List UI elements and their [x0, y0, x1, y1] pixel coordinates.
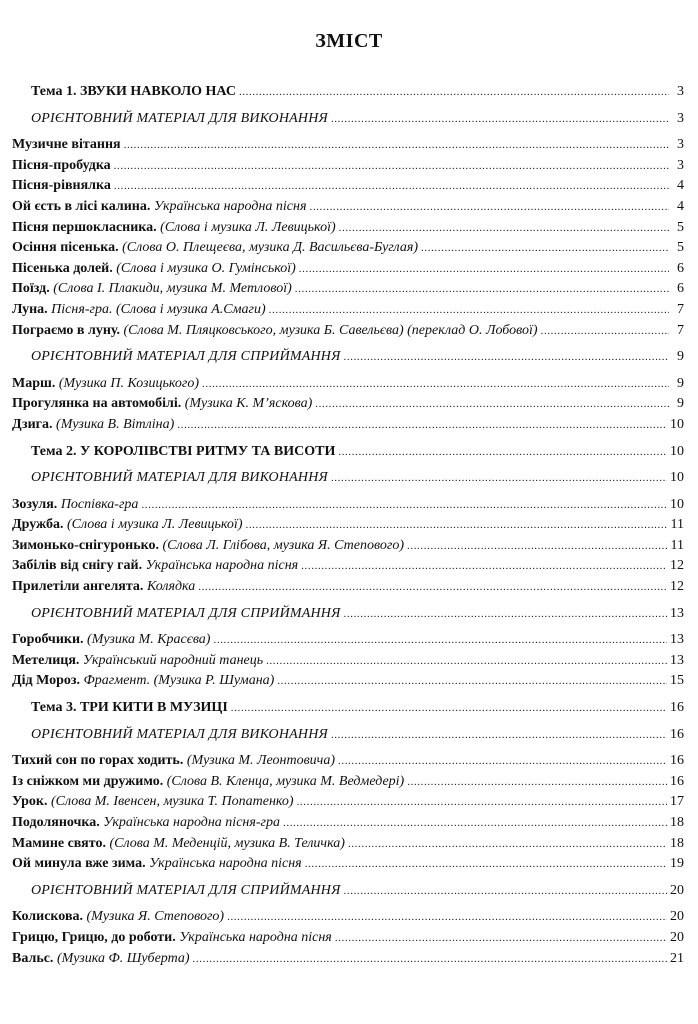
section-heading: ОРІЄНТОВНИЙ МАТЕРІАЛ ДЛЯ ВИКОНАННЯ [31, 726, 328, 742]
page-number: 12 [670, 579, 684, 595]
toc-entry-text [12, 218, 336, 238]
page-number: 9 [677, 349, 684, 365]
section-heading: ОРІЄНТОВНИЙ МАТЕРІАЛ ДЛЯ СПРИЙМАННЯ [31, 882, 341, 898]
dot-leader [295, 280, 669, 300]
page-number: 6 [677, 281, 684, 297]
entry-credits: (Слова М. Івенсен, музика Т. Попатенко) [50, 794, 294, 810]
dot-leader [141, 496, 667, 516]
toc-entry-text [12, 176, 111, 196]
toc-item-row [12, 156, 684, 177]
dot-leader [305, 855, 667, 875]
toc-entry-text [12, 577, 195, 597]
page-number: 21 [670, 950, 684, 966]
entry-credits: (Музика К. М’яскова) [184, 396, 313, 412]
entry-title: Горобчики. [12, 632, 84, 648]
page-number: 7 [677, 322, 684, 338]
toc-entry-text [12, 536, 404, 556]
page-number: 3 [677, 84, 684, 99]
page-number: 10 [670, 470, 684, 486]
page-number: 20 [670, 882, 684, 898]
toc-item-row [12, 218, 684, 239]
toc-item-row [12, 854, 684, 875]
entry-credits: Українська народна пісня [149, 856, 302, 872]
toc-item-row [12, 556, 684, 577]
page-number: 10 [670, 443, 684, 459]
toc-entry-text [31, 82, 236, 102]
toc-theme-row [12, 442, 684, 463]
toc-entry-text [31, 881, 341, 901]
entry-title: Ой минула вже зима. [12, 856, 146, 872]
entry-credits: (Слова і музика Л. Левицької) [160, 219, 336, 235]
toc-item-row [12, 949, 684, 970]
page-number: 9 [677, 396, 684, 412]
page-number: 9 [677, 375, 684, 391]
page-number: 10 [670, 496, 684, 512]
entry-title: Луна. [12, 301, 48, 317]
page-number: 16 [670, 753, 684, 769]
toc-item-row [12, 321, 684, 342]
section-heading: ОРІЄНТОВНИЙ МАТЕРІАЛ ДЛЯ СПРИЙМАННЯ [31, 349, 341, 365]
toc-item-row [12, 651, 684, 672]
toc-item-row [12, 813, 684, 834]
page-number: 13 [670, 652, 684, 668]
entry-title: Ой єсть в лісі калина. [12, 198, 151, 214]
toc-entry-text [12, 949, 190, 969]
entry-title: Прилетіли ангелята. [12, 579, 144, 595]
toc-entry-text [12, 156, 111, 176]
entry-credits: (Слова і музика Л. Левицької) [67, 517, 243, 533]
toc-item-row [12, 536, 684, 557]
page-number: 20 [670, 909, 684, 925]
dot-leader [239, 83, 669, 103]
page-number: 18 [670, 815, 684, 830]
entry-credits: (Слова В. Кленца, музика М. Ведмедері) [166, 773, 405, 789]
entry-credits: (Музика М. Красєва) [87, 632, 211, 648]
toc-section-row [12, 109, 684, 130]
page-title: ЗМІСТ [315, 30, 383, 52]
entry-title: Дружба. [12, 517, 64, 533]
toc-entry-text [12, 751, 335, 771]
toc-entry-text [12, 515, 242, 535]
entry-title: Колискова. [12, 909, 83, 925]
dot-leader [338, 752, 667, 772]
toc-entry-text [31, 347, 341, 367]
toc-entry-text [12, 300, 266, 320]
toc-entry-text [12, 394, 312, 414]
dot-leader [344, 605, 667, 625]
toc-entry-text [12, 374, 199, 394]
page-number: 11 [670, 517, 684, 533]
entry-title: Пісня-пробудка [12, 157, 111, 173]
dot-leader [348, 835, 667, 855]
page-number: 16 [670, 726, 684, 742]
dot-leader [198, 578, 667, 598]
toc-item-row [12, 834, 684, 855]
toc-theme-row [12, 82, 684, 103]
entry-title: Урок. [12, 794, 48, 810]
entry-title: Марш. [12, 375, 56, 391]
toc-entry-text [31, 109, 328, 129]
page-number: 18 [670, 835, 684, 851]
entry-credits: (Слова Л. Глібова, музика Я. Степового) [162, 537, 404, 553]
dot-leader [315, 395, 669, 415]
entry-title: Дзига. [12, 416, 53, 432]
entry-credits: (Музика П. Козицького) [58, 375, 200, 391]
dot-leader [331, 726, 667, 746]
toc-item-row [12, 515, 684, 536]
dot-leader [301, 557, 667, 577]
entry-title: Вальс. [12, 950, 54, 966]
page-number: 7 [677, 301, 684, 317]
entry-title: Зозуля. [12, 496, 58, 512]
page-number: 4 [677, 178, 684, 194]
toc-item-row [12, 415, 684, 436]
dot-leader [177, 416, 667, 436]
dot-leader [297, 793, 667, 813]
toc-entry-text [12, 813, 280, 833]
toc-item-row [12, 630, 684, 651]
dot-leader [227, 908, 667, 928]
section-heading: ОРІЄНТОВНИЙ МАТЕРІАЛ ДЛЯ ВИКОНАННЯ [31, 470, 328, 486]
toc-item-row [12, 751, 684, 772]
page-number: 16 [670, 773, 684, 789]
dot-leader [114, 177, 669, 197]
toc-item-row [12, 394, 684, 415]
dot-leader [114, 157, 669, 177]
entry-credits: Колядка [146, 579, 196, 595]
toc-entry-text [12, 630, 210, 650]
toc-item-row [12, 907, 684, 928]
dot-leader [331, 469, 667, 489]
entry-title: Тихий сон по горах ходить. [12, 753, 184, 769]
dot-leader [213, 631, 667, 651]
toc-item-row [12, 238, 684, 259]
dot-leader [283, 814, 667, 834]
entry-credits: (Музика Я. Степового) [86, 909, 225, 925]
entry-credits: (Музика М. Леонтовича) [186, 753, 335, 769]
entry-credits: (Слова і музика О. Гумінської) [116, 260, 296, 276]
dot-leader [344, 882, 667, 902]
page-number: 3 [677, 157, 684, 173]
toc-section-row [12, 468, 684, 489]
dot-leader [231, 699, 667, 719]
entry-title: Тема 2. У КОРОЛІВСТВІ РИТМУ ТА ВИСОТИ [31, 443, 336, 459]
page-number: 4 [677, 198, 684, 214]
entry-credits: Пісня-гра. (Слова і музика А.Смаги) [51, 301, 266, 317]
toc-theme-row [12, 698, 684, 719]
entry-title: Зимонько-снігуронько. [12, 537, 159, 553]
toc-item-row [12, 135, 684, 156]
entry-credits: Український народний танець [82, 652, 264, 668]
table-of-contents [12, 76, 684, 969]
dot-leader [331, 110, 669, 130]
dot-leader [124, 136, 669, 156]
toc-section-row [12, 604, 684, 625]
entry-title: Забілів від снігу гай. [12, 558, 143, 574]
toc-item-row [12, 300, 684, 321]
entry-title: Поїзд. [12, 281, 50, 297]
toc-item-row [12, 374, 684, 395]
dot-leader [309, 198, 669, 218]
entry-title: Пісенька долей. [12, 260, 113, 276]
toc-entry-text [12, 279, 292, 299]
dot-leader [299, 260, 669, 280]
entry-credits: (Слова М. Меденцій, музика В. Теличка) [109, 835, 345, 851]
toc-item-row [12, 259, 684, 280]
toc-entry-text [12, 651, 263, 671]
dot-leader [193, 950, 667, 970]
dot-leader [269, 301, 669, 321]
toc-entry-text [12, 792, 294, 812]
dot-leader [541, 322, 669, 342]
toc-item-row [12, 495, 684, 516]
toc-entry-text [31, 468, 328, 488]
dot-leader [407, 773, 667, 793]
entry-title: Пісня-рівнялка [12, 178, 111, 194]
toc-entry-text [31, 725, 328, 745]
page-number: 15 [670, 673, 684, 689]
entry-title: Пограємо в луну. [12, 322, 121, 338]
toc-item-row [12, 577, 684, 598]
entry-title: Тема 1. ЗВУКИ НАВКОЛО НАС [31, 84, 236, 99]
entry-credits: (Слова І. Плакиди, музика М. Метлової) [53, 281, 292, 297]
entry-title: Грицю, Грицю, до роботи. [12, 929, 176, 945]
page-number: 3 [677, 110, 684, 126]
dot-leader [266, 652, 667, 672]
toc-entry-text [12, 259, 296, 279]
entry-title: Тема 3. ТРИ КИТИ В МУЗИЦІ [31, 700, 228, 716]
entry-credits: (Слова О. Плещеєва, музика Д. Васильєва-Буглая) [122, 240, 419, 256]
toc-entry-text [12, 671, 274, 691]
toc-entry-text [12, 197, 306, 217]
page-number: 11 [670, 537, 684, 553]
toc-item-row [12, 176, 684, 197]
toc-entry-text [12, 556, 298, 576]
page-number: 19 [670, 856, 684, 872]
page-number: 3 [677, 137, 684, 153]
toc-entry-text [12, 834, 345, 854]
entry-credits: Поспівка-гра [60, 496, 139, 512]
dot-leader [421, 239, 669, 259]
dot-leader [277, 672, 667, 692]
entry-title: Метелиця. [12, 652, 80, 668]
page-number: 17 [670, 794, 684, 810]
page-number: 6 [677, 260, 684, 276]
entry-title: Прогулянка на автомобілі. [12, 396, 182, 412]
entry-title: Осіння пісенька. [12, 240, 119, 256]
toc-item-row [12, 279, 684, 300]
dot-leader [202, 375, 669, 395]
toc-entry-text [12, 238, 418, 258]
toc-entry-text [31, 698, 228, 718]
entry-credits: Українська народна пісня [179, 929, 332, 945]
dot-leader [344, 348, 669, 368]
toc-entry-text [12, 772, 404, 792]
entry-credits: Українська народна пісня [145, 558, 299, 574]
entry-credits: (Музика Ф. Шуберта) [56, 950, 190, 966]
toc-entry-text [12, 321, 538, 341]
page-number: 10 [670, 416, 684, 432]
entry-credits: Фрагмент. (Музика Р. Шумана) [83, 673, 275, 689]
entry-title: Дід Мороз. [12, 673, 81, 689]
section-heading: ОРІЄНТОВНИЙ МАТЕРІАЛ ДЛЯ ВИКОНАННЯ [31, 110, 328, 126]
toc-section-row [12, 725, 684, 746]
page-number: 5 [677, 219, 684, 235]
entry-title: Мамине свято. [12, 835, 106, 851]
page-number: 13 [670, 605, 684, 621]
dot-leader [245, 516, 667, 536]
toc-entry-text [31, 604, 341, 624]
toc-section-row [12, 881, 684, 902]
section-heading: ОРІЄНТОВНИЙ МАТЕРІАЛ ДЛЯ СПРИЙМАННЯ [31, 605, 341, 621]
toc-entry-text [12, 135, 121, 155]
toc-item-row [12, 792, 684, 813]
dot-leader [335, 929, 667, 949]
entry-title: Музичне вітання [12, 137, 121, 153]
dot-leader [407, 537, 668, 557]
toc-entry-text [12, 928, 332, 948]
dot-leader [339, 219, 669, 239]
toc-item-row [12, 772, 684, 793]
page-number: 20 [670, 929, 684, 945]
entry-credits: (Музика В. Вітліна) [56, 416, 175, 432]
toc-entry-text [12, 415, 174, 435]
page-number: 12 [670, 558, 684, 574]
page-number: 5 [677, 240, 684, 256]
toc-entry-text [12, 495, 138, 515]
entry-title: Пісня першокласника. [12, 219, 157, 235]
entry-credits: Українська народна пісня-гра [103, 815, 280, 830]
entry-title: Із сніжком ми дружимо. [12, 773, 164, 789]
toc-entry-text [12, 854, 302, 874]
dot-leader [338, 443, 667, 463]
entry-credits: (Слова М. Пляцковського, музика Б. Савельєва) (переклад О. Лобової) [123, 322, 538, 338]
toc-item-row [12, 197, 684, 218]
toc-item-row [12, 928, 684, 949]
entry-credits: Українська народна пісня [153, 198, 307, 214]
page-number: 13 [670, 632, 684, 648]
toc-entry-text [31, 442, 335, 462]
page-number: 16 [670, 700, 684, 716]
toc-item-row [12, 671, 684, 692]
toc-section-row [12, 347, 684, 368]
entry-title: Подоляночка. [12, 815, 100, 830]
toc-entry-text [12, 907, 224, 927]
